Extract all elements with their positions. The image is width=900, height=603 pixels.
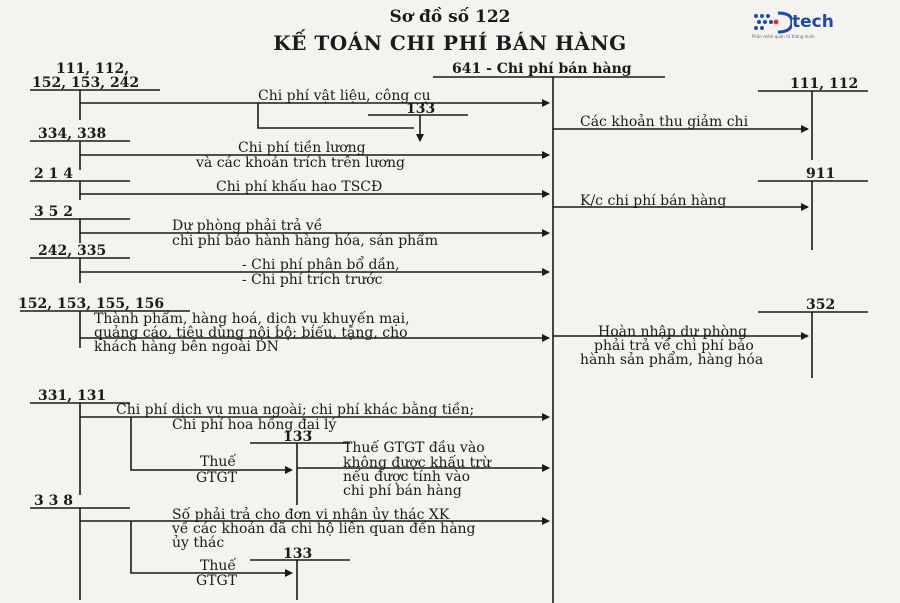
entry-vat-133-a: 133 (406, 101, 436, 117)
entry-vat-133-c: 133 (283, 546, 313, 562)
entry-export-3: ủy thác (172, 535, 225, 551)
account-label-911: 911 (806, 166, 836, 182)
entry-depreciation: Chi phí khấu hao TSCĐ (216, 179, 383, 195)
account-label-242-335: 242, 335 (38, 243, 107, 259)
entry-vat-label-c2: GTGT (196, 573, 238, 589)
logo-brand-text: tech (792, 12, 834, 32)
entry-materials: Chi phí vật liệu, công cụ (258, 88, 431, 104)
entry-export-2: về các khoản đã chi hộ liên quan đến hàng (172, 521, 476, 537)
entry-goods-1: Thành phẩm, hàng hoá, dịch vụ khuyến mại, (94, 311, 410, 327)
entry-allocation-1: - Chi phí phân bổ dần, (242, 257, 400, 273)
account-label-152-153-242: 152, 153, 242 (32, 75, 140, 91)
entry-transfer: K/c chi phí bán hàng (580, 193, 727, 209)
account-label-152-156: 152, 153, 155, 156 (18, 296, 165, 312)
entry-salary-1: Chi phí tiền lương (238, 140, 366, 156)
account-label-111-112-right: 111, 112 (790, 76, 859, 92)
account-label-111-112: 111, 112, (56, 61, 130, 77)
entry-reversal-2: phải trả về chi phí bảo (594, 338, 754, 354)
account-label-331-131: 331, 131 (38, 388, 107, 404)
entry-vat-note-4: chi phí bán hàng (343, 483, 462, 499)
diagram-subtitle: Sơ đồ số 122 (389, 7, 511, 27)
entry-salary-2: và các khoản trích trên lương (196, 155, 406, 171)
account-641-label: 641 - Chi phí bán hàng (452, 61, 632, 77)
entry-allocation-2: - Chi phí trích trước (242, 272, 383, 288)
account-label-338: 3 3 8 (34, 493, 73, 509)
entry-vat-label-b2: GTGT (196, 470, 238, 486)
entry-vat-label-c1: Thuế (200, 558, 236, 574)
entry-vat-label-b1: Thuế (200, 454, 236, 470)
entry-reduction: Các khoản thu giảm chi (580, 114, 749, 130)
account-label-352-right: 352 (806, 297, 836, 313)
brand-logo (752, 8, 882, 44)
logo-tagline: Phần mềm quản trị thông minh (752, 34, 815, 39)
entry-vat-133-b: 133 (283, 429, 313, 445)
entry-provision-1: Dự phòng phải trả về (172, 218, 323, 234)
entry-reversal-1: Hoàn nhập dự phòng (598, 324, 748, 340)
account-label-352: 3 5 2 (34, 204, 73, 220)
entry-services-1: Chi phí dịch vụ mua ngoài; chi phí khác bằng tiền; (116, 402, 475, 418)
account-label-214: 2 1 4 (34, 166, 73, 182)
entry-reversal-3: hành sản phẩm, hàng hóa (580, 352, 764, 368)
logo-dots-icon (752, 10, 792, 36)
entry-services-2: Chi phí hoa hồng đại lý (172, 417, 337, 433)
entry-goods-3: khách hàng bên ngoài DN (94, 339, 279, 355)
account-label-334-338: 334, 338 (38, 126, 107, 142)
entry-goods-2: quảng cáo, tiêu dùng nội bộ; biếu, tặng, cho (94, 325, 408, 341)
entry-vat-note-1: Thuế GTGT đầu vào (343, 440, 485, 456)
entry-export-1: Số phải trả cho đơn vị nhận ủy thác XK (172, 507, 450, 523)
diagram-title: KẾ TOÁN CHI PHÍ BÁN HÀNG (273, 31, 627, 55)
entry-vat-note-3: nếu được tính vào (343, 469, 471, 485)
entry-vat-note-2: không được khấu trừ (343, 455, 491, 471)
entry-provision-2: chi phí bảo hành hàng hóa, sản phẩm (172, 233, 439, 249)
